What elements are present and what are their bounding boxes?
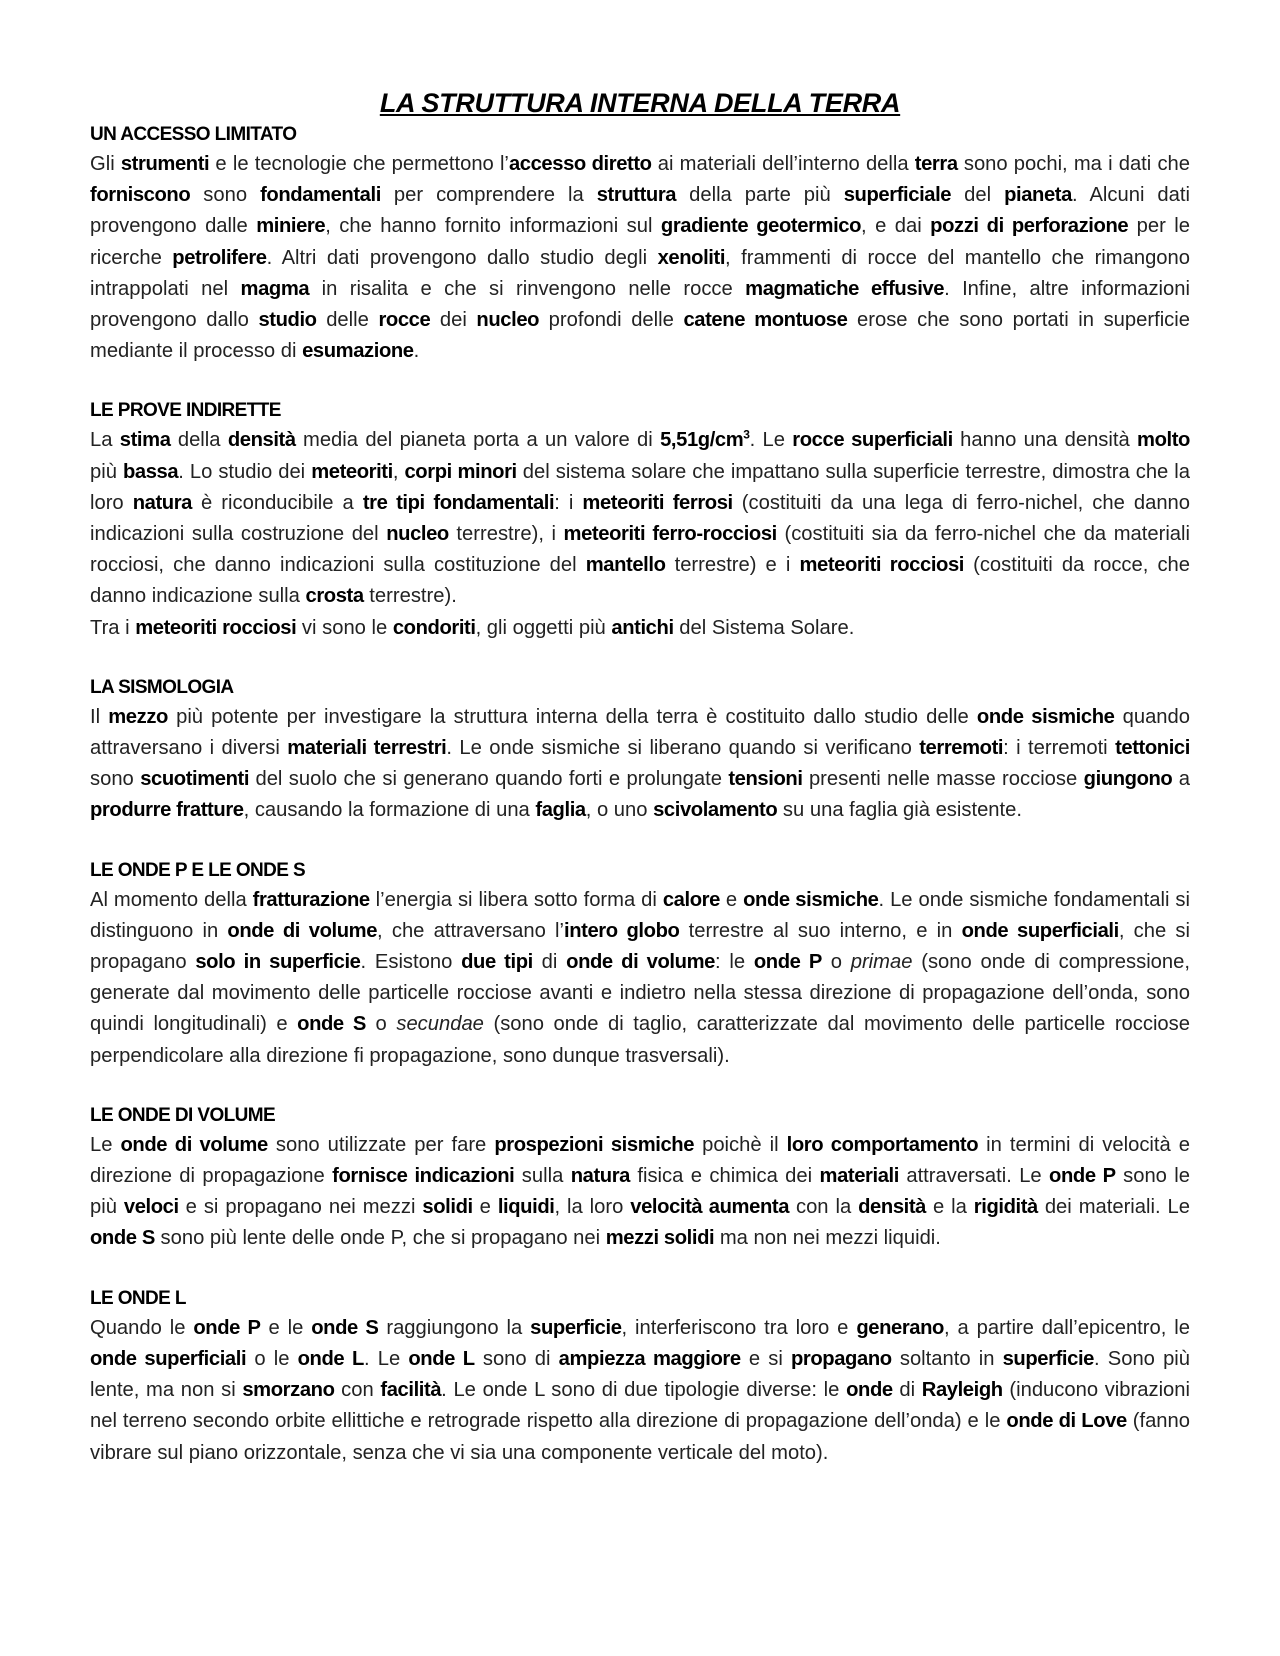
bold-term: superficie [530,1316,622,1339]
text-run: e [719,888,744,911]
bold-term: catene montuose [683,309,848,332]
bold-term: onde P [1049,1165,1116,1188]
bold-term: onde S [90,1227,155,1250]
bold-term: meteoriti ferro-rocciosi [563,523,777,546]
text-run: a [1172,768,1190,791]
bold-term: accesso diretto [508,153,652,175]
bold-term: onde L [408,1347,475,1370]
text-run: (costituiti da rocce, che danno indicazione sulla [90,554,1190,608]
text-run: . Sono più lente, ma non si [90,1347,1191,1402]
text-run: delle [316,309,379,332]
bold-term: due tipi [461,951,533,974]
bold-term: calore [662,888,720,911]
text-run: o [821,951,851,974]
text-run: della [170,429,228,452]
text-run: , che si propagano [90,919,1190,974]
bold-term: nucleo [476,309,540,332]
text-run: (sono onde di compressione, generate dal movimento delle particelle rocciose avanti e indietro nella stessa direzione di propagazione dell’onda, sono quindi longitudinali) e [90,951,1190,1036]
text-run: (costituiti da una lega di ferro-nichel, che danno indicazioni sulla costruzione del [90,491,1191,546]
section-3 [90,674,1190,827]
text-run: del Sistema Solare. [673,616,855,639]
text-run: sono di [474,1347,559,1370]
text-run: o [366,1013,397,1036]
text-run: o le [246,1347,298,1370]
text-run: , gli oggetti più [475,616,612,639]
text-run: sono utilizzate per fare [267,1133,495,1156]
bold-term: onde L [297,1347,364,1370]
text-run: La [90,429,120,452]
section-heading: UN ACCESSO LIMITATO [90,124,297,145]
text-run: , [392,460,405,483]
text-run: con la [789,1196,859,1219]
text-run: Gli [90,153,121,175]
text-run: sono più lente delle onde P, che si propagano nei [154,1227,606,1250]
text-run: sulla [514,1165,571,1188]
italic-term: secundae [396,1013,484,1036]
text-run: : i terremoti [1003,737,1116,760]
text-run: , e dai [861,215,931,238]
text-run: , che hanno fornito informazioni sul [325,215,661,238]
bold-term: terra [914,153,958,175]
text-run: più potente per investigare la struttura interna della terra è costituito dallo studio delle [167,705,977,728]
text-run: : le [714,951,754,974]
text-run: , a partire dall’epicentro, le [944,1316,1190,1339]
section-1 [90,121,1190,367]
text-run: . Infine, altre informazioni provengono dallo [90,277,1190,332]
text-run: . Altri dati provengono dallo studio degli [266,246,658,269]
bold-term: esumazione [302,340,414,363]
text-run: (costituiti sia da ferro-nichel che da materiali rocciosi, che danno indicazioni sulla costituzione del [90,523,1190,577]
text-run: terrestre al suo interno, e in [679,919,962,942]
bold-term: studio [258,309,317,332]
text-run: in termini di velocità e direzione di propagazione [90,1133,1191,1188]
text-run: di [892,1379,922,1402]
text-run: con [334,1379,381,1402]
text-run: , che attraversano l’ [377,919,565,942]
bold-term: meteoriti ferrosi [582,491,733,514]
bold-term: densità [227,429,296,452]
bold-term: strumenti [120,153,210,175]
bold-term: onde P [193,1316,261,1339]
text-run: (fanno vibrare sul piano orizzontale, senza che vi sia una componente verticale del moto). [90,1410,1190,1464]
bold-term: rigidità [973,1196,1038,1219]
text-run: in risalita e che si rinvengono nelle rocce [309,277,746,300]
text-run: soltanto in [891,1347,1003,1370]
bold-term: forniscono [90,184,191,207]
text-run: più [90,460,123,483]
section-paragraph [90,1313,1190,1469]
text-run: Quando le [90,1316,194,1339]
bold-term: fratturazione [252,888,370,911]
text-run: e le [260,1316,312,1339]
bold-term: onde di volume [566,951,715,974]
bold-term: ampiezza maggiore [558,1347,741,1370]
text-run: ma non nei mezzi liquidi. [714,1227,941,1250]
bold-term: mezzo [108,705,168,728]
italic-term: primae [850,951,913,974]
section-5 [90,1102,1190,1255]
bold-term: onde di volume [227,919,378,942]
bold-term: scivolamento [653,799,778,822]
bold-term: bassa [122,460,179,483]
bold-term: onde superficiali [90,1347,247,1370]
bold-term: stima [119,429,171,452]
text-run: hanno una densità [952,429,1138,452]
text-run: sono [190,184,261,207]
text-run: per le ricerche [90,215,1190,269]
text-run: di [532,951,567,974]
bold-term: antichi [611,616,674,639]
text-run: . Le onde L sono di due tipologie diverse: le [441,1379,847,1402]
bold-term: terremoti [919,737,1004,760]
section-heading: LE ONDE DI VOLUME [90,1104,276,1126]
text-run: , o uno [585,799,654,822]
text-run: . Le [749,429,793,452]
bold-term: onde P [753,951,822,974]
text-run: attraversati. Le [898,1165,1050,1188]
bold-term: mezzi solidi [605,1227,715,1250]
text-run: dei materiali. Le [1037,1196,1190,1219]
sections-container [90,121,1190,1469]
text-run: della parte più [676,184,844,207]
text-run: , la loro [554,1196,631,1219]
text-run: . [413,340,420,363]
bold-term: scuotimenti [140,768,250,791]
bold-term: mantello [585,554,666,577]
superscript-text: 3 [743,427,750,442]
text-run: Al momento della [90,888,253,911]
text-run: sono le più [90,1165,1190,1219]
text-run: erose che sono portati in superficie mediante il processo di [90,309,1190,363]
bold-term: gradiente geotermico [660,215,862,238]
bold-term: meteoriti rocciosi [135,616,297,639]
bold-term: superficiale [843,184,952,207]
bold-term: 5,51g/cm [660,429,744,452]
text-run: : i [554,491,583,514]
bold-term: materiali [819,1165,899,1188]
text-run: quando attraversano i diversi [90,705,1190,760]
bold-term: struttura [596,184,677,207]
bold-term: petrolifere [172,246,267,269]
text-run: (sono onde di taglio, caratterizzate dal movimento delle particelle rocciose perpendicolare alla direzione fi propagazione, sono dunque trasversali). [90,1013,1190,1067]
text-run: terrestre). [363,585,457,608]
bold-term: tettonici [1115,737,1190,760]
text-run: sono pochi, ma i dati che [957,153,1190,175]
bold-term: natura [570,1165,630,1188]
bold-term: miniere [256,215,326,238]
text-run: Il [90,705,109,728]
bold-term: densità [858,1196,927,1219]
document-page [90,88,1190,1499]
section-2 [90,397,1190,643]
bold-term: liquidi [497,1196,555,1219]
text-run: l’energia si libera sotto forma di [369,888,663,911]
bold-term: pianeta [1004,184,1072,207]
bold-term: magmatiche effusive [745,277,945,300]
text-run: Le [90,1133,121,1156]
text-run: del sistema solare che impattano sulla superficie terrestre, dimostra che la loro [90,460,1191,514]
text-run: . Le onde sismiche si liberano quando si verificano [446,737,920,760]
text-run: e si [740,1347,791,1370]
text-run: poichè il [694,1133,787,1156]
text-run: . Lo studio dei [178,460,312,483]
text-run: , interferiscono tra loro e [621,1316,857,1339]
section-paragraph [90,149,1190,367]
bold-term: rocce superficiali [792,429,953,452]
bold-term: onde sismiche [976,705,1115,728]
text-run: terrestre), i [448,523,564,546]
bold-term: xenoliti [657,246,726,269]
section-paragraph [90,702,1190,827]
bold-term: meteoriti [311,460,393,483]
text-run: terrestre) e i [665,554,800,577]
bold-term: veloci [123,1196,179,1219]
document-title: LA STRUTTURA INTERNA DELLA TERRA [379,88,901,118]
bold-term: onde S [311,1316,379,1339]
bold-term: tre tipi fondamentali [362,491,555,514]
text-run: è riconducibile a [192,491,363,514]
bold-term: materiali terrestri [287,737,447,760]
bold-term: prospezioni sismiche [494,1133,695,1156]
text-run: e [472,1196,498,1219]
text-run: , frammenti di rocce del mantello che rimangono intrappolati nel [90,246,1190,300]
bold-term: solo in superficie [195,951,361,974]
bold-term: onde sismiche [743,888,879,911]
section-heading: LE ONDE P E LE ONDE S [90,859,306,881]
text-run: per comprendere la [380,184,597,207]
bold-term: fornisce indicazioni [332,1165,515,1188]
text-run: . Esistono [360,951,462,974]
bold-term: onde [846,1379,893,1402]
text-run: profondi delle [539,309,684,332]
bold-term: intero globo [564,919,680,942]
section-6 [90,1285,1190,1469]
text-run: e la [926,1196,974,1219]
bold-term: superficie [1002,1347,1094,1370]
bold-term: meteoriti rocciosi [799,554,965,577]
section-heading: LE ONDE L [90,1287,186,1309]
bold-term: solidi [422,1196,473,1219]
bold-term: onde S [297,1013,366,1036]
text-run: (inducono vibrazioni nel terreno secondo orbite ellittiche e retrograde rispetto alla direzione di propagazione dell’onda) e le [90,1379,1190,1433]
text-run: del suolo che si generano quando forti e prolungate [249,768,729,791]
section-4 [90,857,1190,1072]
bold-term: condoriti [392,616,476,639]
text-run: presenti nelle masse rocciose [802,768,1084,791]
section-paragraph [90,425,1190,643]
text-run: sono [90,768,141,791]
bold-term: rocce [378,309,431,332]
text-run: . Alcuni dati provengono dalle [90,184,1190,238]
text-run: , causando la formazione di una [243,799,536,822]
bold-term: crosta [305,585,364,608]
text-run: Tra i [90,616,136,639]
text-run: su una faglia già esistente. [777,799,1022,822]
text-run: media del pianeta porta a un valore di [295,429,661,452]
bold-term: molto [1137,429,1190,452]
bold-term: giungono [1083,768,1173,791]
text-run: del [951,184,1005,207]
text-run: dei [430,309,477,332]
text-run: . Le [363,1347,409,1370]
text-run: ai materiali dell’interno della [651,153,915,175]
text-run: raggiungono la [378,1316,531,1339]
section-paragraph [90,1130,1190,1255]
bold-term: smorzano [242,1379,335,1402]
text-run: fisica e chimica dei [629,1165,820,1188]
bold-term: natura [132,491,192,514]
section-heading: LE PROVE INDIRETTE [90,400,281,422]
bold-term: corpi minori [404,460,517,483]
bold-term: facilità [380,1379,442,1402]
bold-term: onde di volume [120,1133,268,1156]
section-paragraph [90,885,1190,1072]
bold-term: produrre fratture [90,799,244,822]
bold-term: propagano [790,1347,892,1370]
bold-term: pozzi di perforazione [930,215,1129,238]
bold-term: velocità aumenta [630,1196,790,1219]
bold-term: Rayleigh [921,1379,1003,1402]
bold-term: onde superficiali [961,919,1119,942]
bold-term: loro comportamento [786,1133,979,1156]
bold-term: nucleo [386,523,449,546]
section-heading: LA SISMOLOGIA [90,676,234,698]
text-run: e le tecnologie che permettono l’ [209,153,509,175]
bold-term: tensioni [728,768,803,791]
text-run: e si propagano nei mezzi [178,1196,423,1219]
text-run: vi sono le [296,616,393,639]
bold-term: generano [856,1316,944,1339]
text-run: . Le onde sismiche fondamentali si distinguono in [90,888,1190,942]
bold-term: fondamentali [260,184,381,207]
bold-term: faglia [535,799,586,822]
bold-term: magma [240,277,310,300]
bold-term: onde di Love [1006,1410,1127,1433]
